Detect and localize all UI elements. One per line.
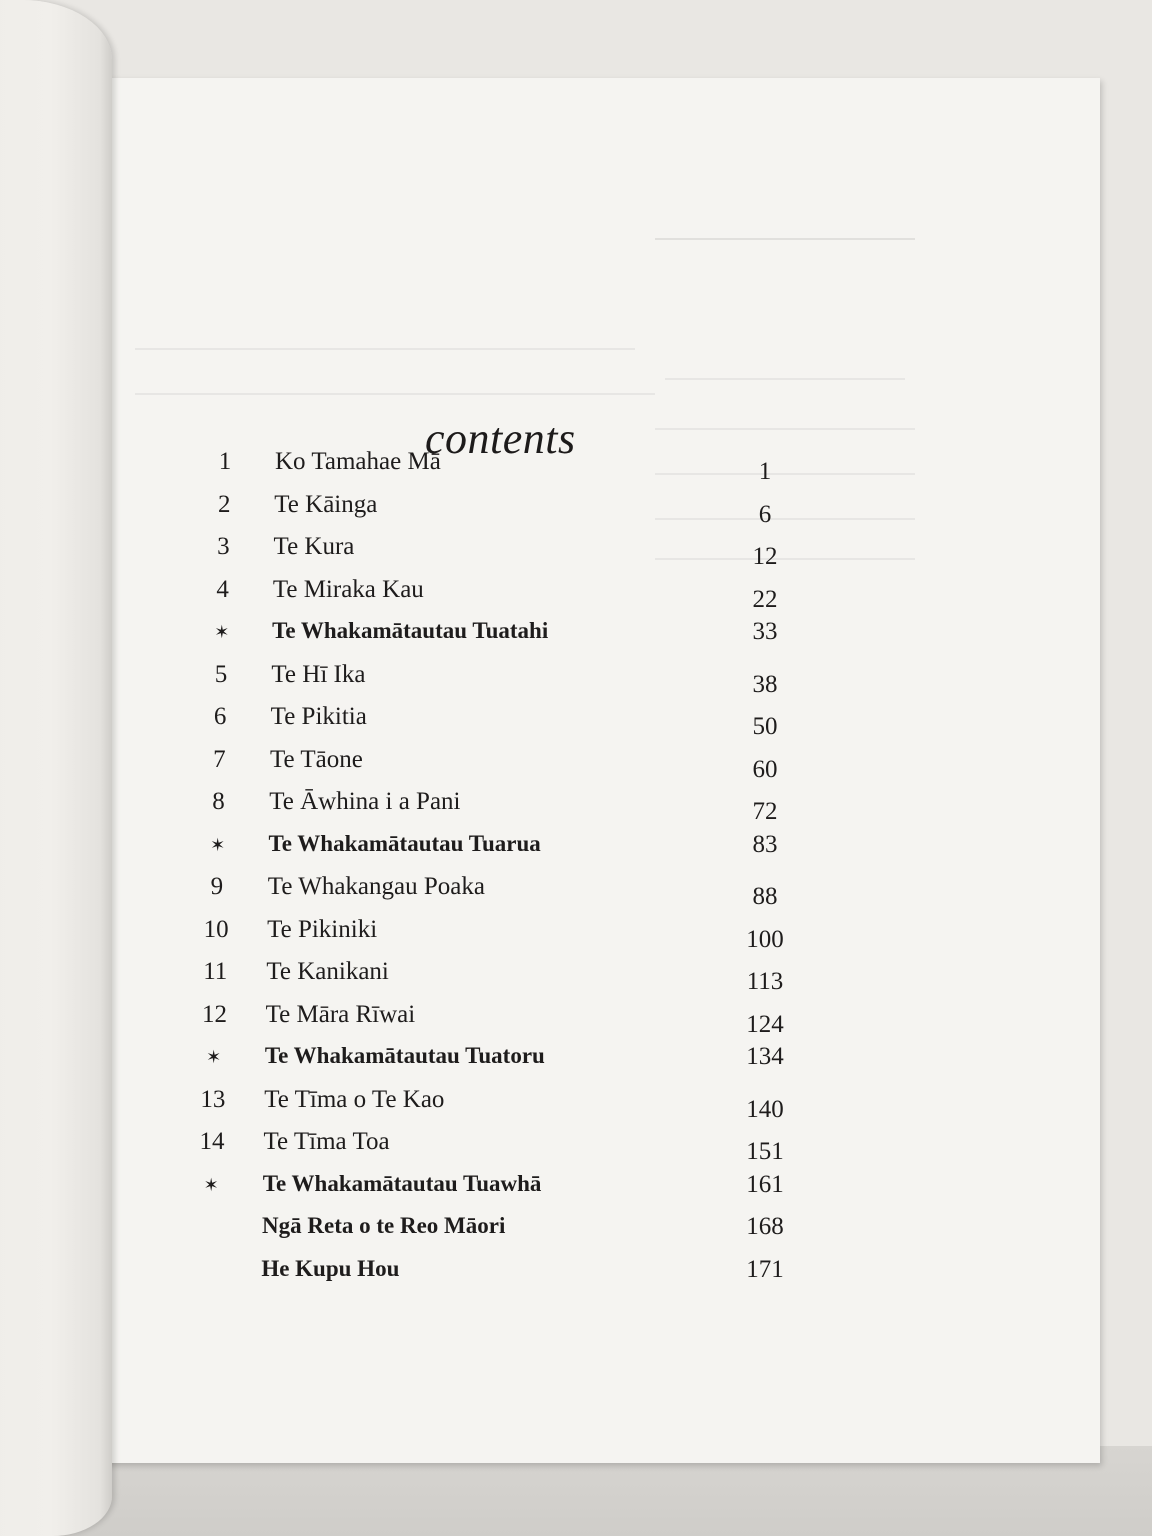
page-number: 6 [758,500,772,528]
test-marker: ✶ [214,622,230,642]
chapter-number: 14 [199,1128,225,1155]
page-number: 1 [758,458,772,485]
page-number: 151 [746,1138,784,1165]
contents-entry [95,533,1100,569]
contents-entry [95,1256,1100,1292]
chapter-number: 13 [200,1085,226,1113]
chapter-title: Te Hī Ika [271,660,366,688]
contents-entry [95,1086,1100,1122]
page-number: 33 [752,618,778,645]
contents-entry [95,831,1100,867]
chapter-title: Te Miraka Kau [272,575,424,603]
page-number: 12 [752,543,778,570]
chapter-title: Te Tīma Toa [263,1128,390,1155]
chapter-number: 6 [213,703,227,730]
contents-entry [95,661,1100,697]
chapter-title: Te Pikitia [270,703,367,730]
test-marker: ✶ [206,1047,222,1067]
chapter-title: Te Pikiniki [267,915,378,943]
chapter-number: 2 [217,490,231,518]
contents-entry [95,1128,1100,1164]
page-number: 134 [746,1043,784,1070]
chapter-title: Te Tīma o Te Kao [264,1085,445,1113]
contents-entry [95,448,1100,484]
page-number: 22 [752,585,778,613]
contents-entry [95,1171,1100,1207]
chapter-title: Te Whakamātautau Tuarua [268,830,541,856]
page-number: 83 [752,830,778,858]
chapter-number: 12 [201,1000,227,1028]
chapter-number: 3 [217,533,230,560]
chapter-number: 7 [213,745,226,773]
chapter-number: 10 [203,915,229,943]
chapter-title: Ngā Reta o te Reo Māori [262,1213,506,1238]
page-number: 60 [752,755,778,783]
contents-entry [95,576,1100,612]
contents-entry [95,916,1100,952]
chapter-title: Te Kāinga [274,490,378,518]
left-page-curl [0,0,112,1536]
contents-entry [95,873,1100,909]
contents-heading: contents [425,414,576,463]
contents-list [95,78,1100,1463]
chapter-title: Te Tāone [269,745,363,773]
chapter-title: Te Kanikani [266,958,389,985]
chapter-number: 11 [203,958,228,985]
contents-entry [95,1043,1100,1079]
contents-page [95,78,1100,1463]
chapter-number: 8 [212,788,225,815]
contents-entry [95,618,1100,654]
chapter-number: 5 [214,660,228,688]
page-number: 161 [746,1170,784,1198]
contents-entry [95,1001,1100,1037]
contents-entry [95,1213,1100,1249]
contents-entry [95,703,1100,739]
chapter-title: Te Kura [273,533,355,560]
page-number: 171 [746,1255,784,1283]
test-marker: ✶ [210,834,226,855]
contents-entry [95,788,1100,824]
chapter-title: Te Whakamātautau Tuawhā [262,1170,542,1196]
page-number: 140 [746,1095,784,1123]
page-number: 88 [752,883,778,910]
page-number: 72 [752,798,778,825]
chapter-title: Te Māra Rīwai [265,1000,416,1028]
page-number: 113 [746,968,784,995]
chapter-title: He Kupu Hou [261,1255,400,1281]
page-number: 124 [746,1010,784,1038]
chapter-title: Ko Tamahae Mā [275,448,441,475]
contents-entry [95,491,1100,527]
chapter-title: Te Whakangau Poaka [267,873,485,900]
test-marker: ✶ [203,1174,219,1195]
page-number: 168 [746,1213,784,1240]
chapter-number: 4 [216,575,229,603]
chapter-title: Te Whakamātautau Tuatoru [264,1043,545,1068]
contents-entry [95,746,1100,782]
chapter-title: Te Whakamātautau Tuatahi [272,618,549,643]
page-number: 100 [746,925,784,953]
page-number: 50 [752,713,778,740]
chapter-title: Te Āwhina i a Pani [269,788,461,815]
chapter-number: 1 [218,448,232,475]
chapter-number: 9 [210,873,224,900]
contents-entry [95,958,1100,994]
page-number: 38 [752,670,778,698]
